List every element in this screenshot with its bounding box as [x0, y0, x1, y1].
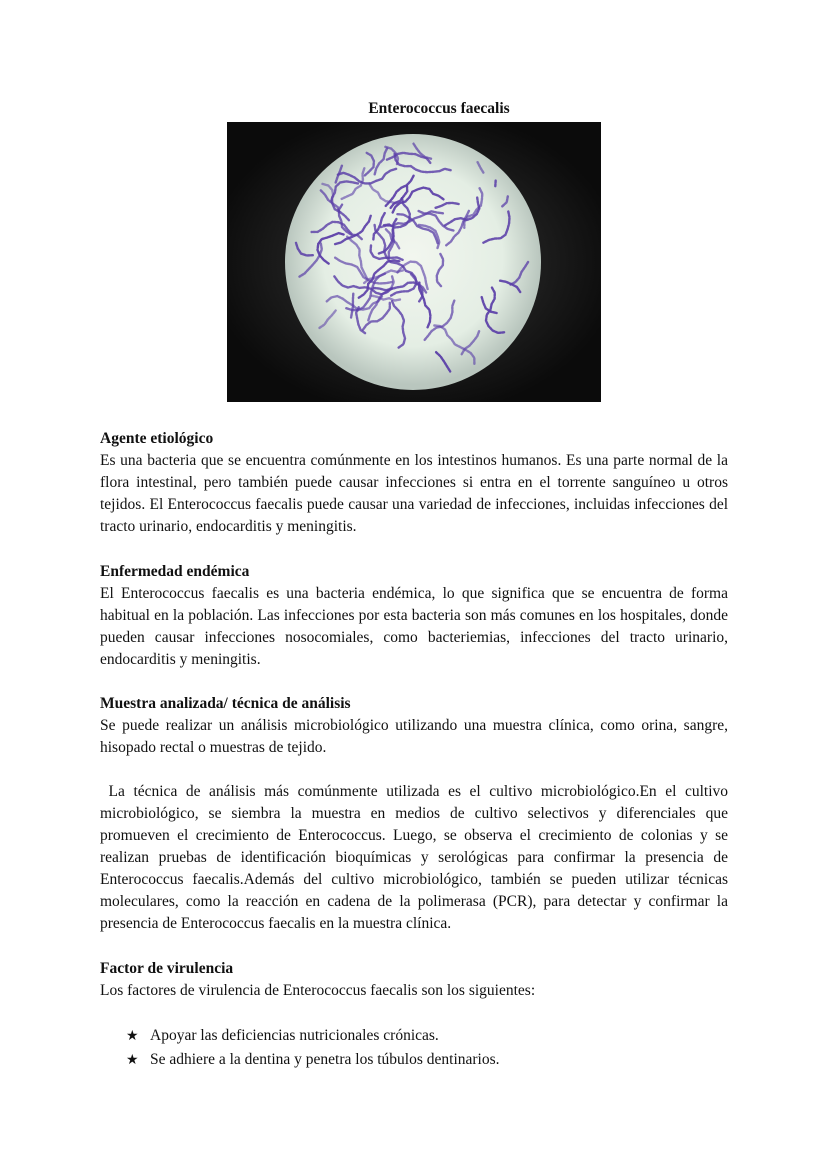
section-virulencia	[100, 958, 728, 1002]
microscope-image	[227, 122, 601, 402]
section-enfermedad	[100, 561, 728, 671]
section-paragraph: La técnica de análisis más comúnmente utilizada es el cultivo microbiológico.En el cultivo microbiológico, se siembra la muestra en medios de cultivo selectivos y diferenciales que promueven el crecimiento de Enterococcus. Luego, se observa el crecimiento de colonias y se realizan pruebas de identificación bioquímicas y serológicas para confirmar la presencia de Enterococcus faecalis.Además del cultivo microbiológico, también se pueden utilizar técnicas moleculares, como la reacción en cadena de la polimerasa (PCR), para detectar y confirmar la presencia de Enterococcus faecalis en la muestra clínica.	[100, 783, 732, 932]
section-muestra	[100, 693, 732, 935]
document-title: Enterococcus faecalis	[368, 100, 510, 117]
section-paragraph: Se puede realizar un análisis microbiológico utilizando una muestra clínica, como orina, sangre, hisopado rectal o muestras de tejido.	[100, 717, 728, 756]
list-item-text: Se adhiere a la dentina y penetra los túbulos dentinarios.	[150, 1051, 500, 1068]
star-icon: ★	[126, 1052, 139, 1068]
section-paragraph: El Enterococcus faecalis es una bacteria endémica, lo que significa que se encuentra de forma habitual en la población. Las infecciones por esta bacteria son más comunes en los hospitales, donde pueden causar infecciones nosocomiales, como bacteriemias, infecciones del tracto urinario, endocarditis y meningitis.	[100, 585, 728, 668]
list-item	[126, 1024, 726, 1048]
section-paragraph: Los factores de virulencia de Enterococcus faecalis son los siguientes:	[100, 982, 536, 999]
section-heading: Enfermedad endémica	[100, 563, 250, 580]
virulence-list	[126, 1024, 726, 1072]
section-heading: Muestra analizada/ técnica de análisis	[100, 695, 351, 712]
star-icon: ★	[126, 1028, 139, 1044]
section-agente	[100, 428, 728, 538]
list-item	[126, 1048, 726, 1072]
section-heading: Factor de virulencia	[100, 960, 234, 977]
list-item-text: Apoyar las deficiencias nutricionales crónicas.	[150, 1027, 439, 1044]
section-paragraph: Es una bacteria que se encuentra comúnmente en los intestinos humanos. Es una parte normal de la flora intestinal, pero también puede causar infecciones si entra en el torrente sanguíneo u otros tejidos. El Enterococcus faecalis puede causar una variedad de infecciones, incluidas infecciones del tracto urinario, endocarditis y meningitis.	[100, 452, 728, 535]
section-heading: Agente etiológico	[100, 430, 214, 447]
